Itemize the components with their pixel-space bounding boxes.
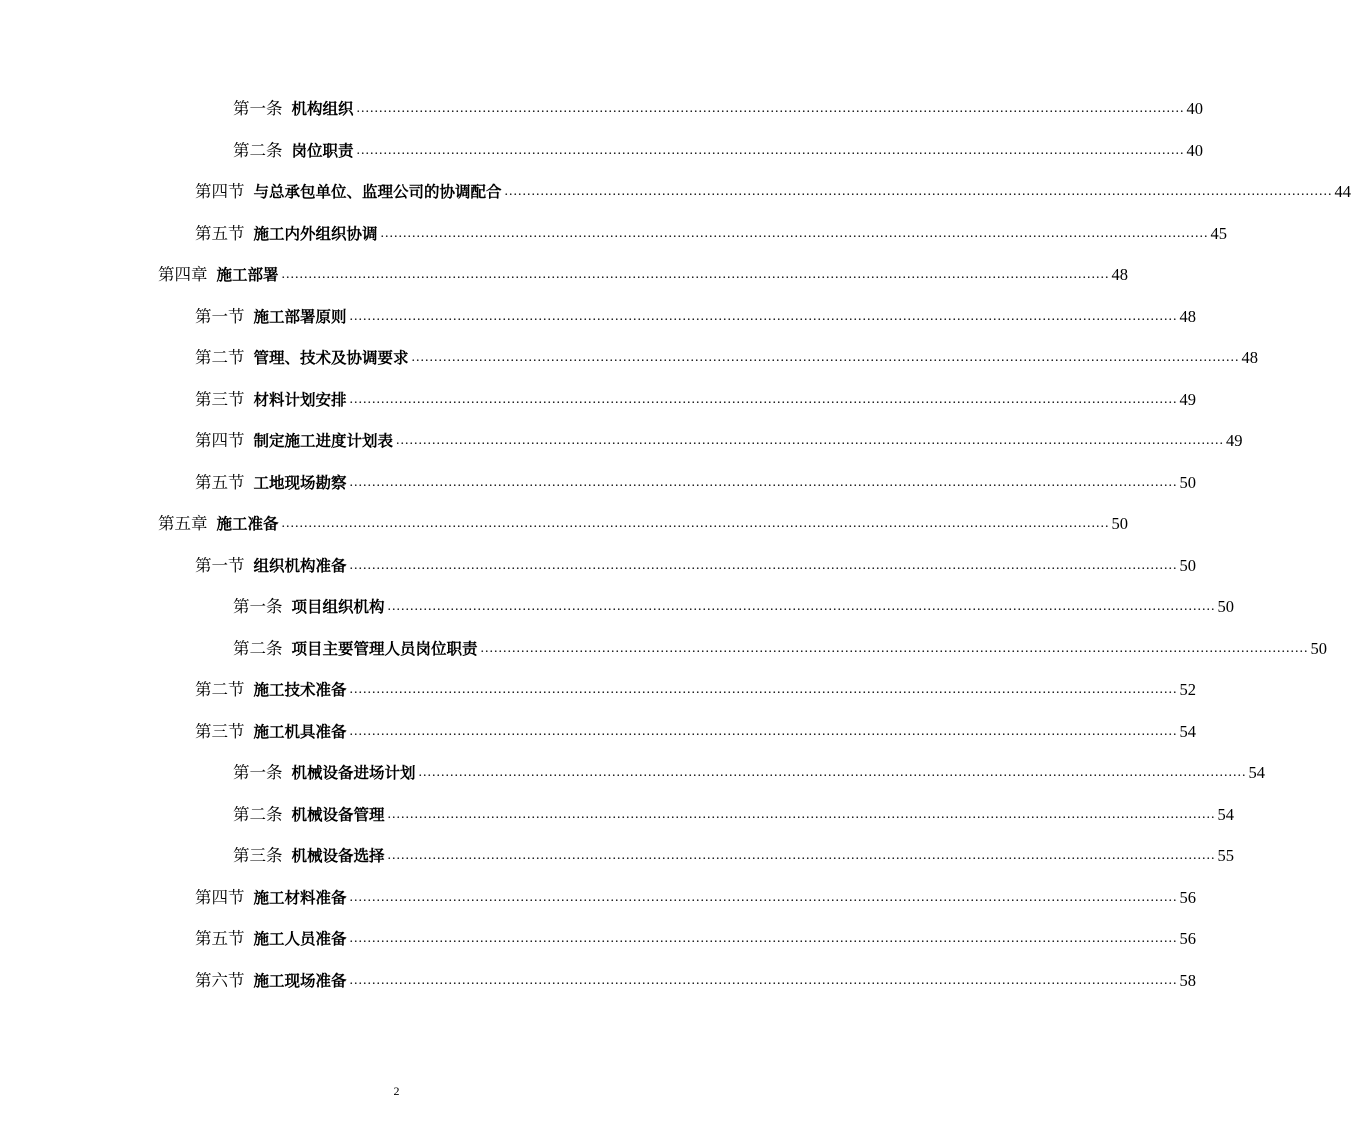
toc-entry[interactable] (195, 720, 1197, 744)
toc-entry[interactable] (233, 803, 1235, 827)
toc-entry-number: 第五节 (195, 473, 245, 492)
toc-leader-dots: ........................................................................................................................................................................................ (356, 101, 1185, 116)
toc-entry[interactable] (195, 222, 1228, 246)
toc-entry-page: 49 (1226, 431, 1243, 450)
toc-entry-page: 52 (1179, 680, 1197, 699)
toc-entry-title: 施工技术准备 (253, 681, 347, 699)
toc-entry-title: 施工材料准备 (253, 889, 347, 907)
toc-leader-dots: ........................................................................................................................................................................................ (387, 599, 1216, 614)
toc-entry-number: 第三节 (195, 722, 245, 741)
toc-entry[interactable] (195, 471, 1197, 495)
toc-entry-page: 56 (1179, 929, 1197, 948)
toc-leader-dots: ........................................................................................................................................................................................ (349, 475, 1178, 490)
toc-entry-title: 施工准备 (216, 515, 279, 533)
page-number: 2 (393, 1084, 400, 1098)
toc-entry-number: 第四节 (195, 182, 245, 201)
toc-entry-page: 50 (1310, 639, 1328, 658)
toc-entry-number: 第一条 (233, 597, 283, 616)
toc-leader-dots: ........................................................................................................................................................................................ (349, 309, 1178, 324)
toc-entry-page: 44 (1334, 182, 1351, 201)
toc-leader-dots: ........................................................................................................................................................................................ (349, 724, 1178, 739)
toc-entry-title: 施工部署 (216, 266, 279, 284)
toc-entry-page: 50 (1111, 514, 1129, 533)
toc-entry[interactable] (195, 346, 1259, 370)
toc-entry[interactable] (195, 969, 1197, 993)
toc-entry-number: 第六节 (195, 971, 245, 990)
toc-entry-number: 第一节 (195, 556, 245, 575)
toc-entry-title: 机构组织 (291, 100, 354, 118)
toc-entry-page: 48 (1241, 348, 1259, 367)
toc-entry-title: 项目组织机构 (291, 598, 385, 616)
toc-entry[interactable] (195, 927, 1197, 951)
toc-entry-page: 50 (1179, 473, 1197, 492)
toc-entry-page: 48 (1179, 307, 1197, 326)
toc-leader-dots: ........................................................................................................................................................................................ (349, 392, 1178, 407)
toc-entry-number: 第一条 (233, 99, 283, 118)
toc-entry-page: 49 (1179, 390, 1197, 409)
toc-entry-title: 项目主要管理人员岗位职责 (291, 640, 478, 658)
toc-leader-dots: ........................................................................................................................................................................................ (480, 641, 1309, 656)
toc-entry[interactable] (158, 512, 1129, 536)
toc-entry-title: 机械设备选择 (291, 847, 385, 865)
toc-leader-dots: ........................................................................................................................................................................................ (349, 558, 1178, 573)
toc-leader-dots: ........................................................................................................................................................................................ (396, 433, 1225, 448)
toc-entry-page: 58 (1179, 971, 1197, 990)
toc-entry-title: 施工现场准备 (253, 972, 347, 990)
toc-entry[interactable] (195, 886, 1197, 910)
toc-entry-page: 54 (1217, 805, 1235, 824)
toc-entry-page: 55 (1217, 846, 1235, 865)
toc-entry-title: 施工人员准备 (253, 930, 347, 948)
toc-entry-page: 50 (1179, 556, 1197, 575)
toc-entry-title: 施工内外组织协调 (253, 225, 378, 243)
toc-leader-dots: ........................................................................................................................................................................................ (349, 682, 1178, 697)
toc-leader-dots: ........................................................................................................................................................................................ (387, 807, 1216, 822)
toc-entry[interactable] (195, 678, 1197, 702)
toc-entry[interactable] (233, 637, 1328, 661)
toc-leader-dots: ........................................................................................................................................................................................ (356, 143, 1185, 158)
toc-entry[interactable] (195, 388, 1197, 412)
toc-leader-dots: ........................................................................................................................................................................................ (418, 765, 1247, 780)
toc-entry-title: 材料计划安排 (253, 391, 347, 409)
toc-entry[interactable] (233, 595, 1235, 619)
toc-entry-number: 第二条 (233, 639, 283, 658)
toc-entry-number: 第五节 (195, 929, 245, 948)
toc-entry-title: 与总承包单位、监理公司的协调配合 (253, 183, 502, 201)
toc-entry[interactable] (233, 139, 1204, 163)
toc-leader-dots: ........................................................................................................................................................................................ (349, 973, 1178, 988)
toc-leader-dots: ........................................................................................................................................................................................ (411, 350, 1240, 365)
toc-entry-number: 第三条 (233, 846, 283, 865)
toc-entry[interactable] (158, 263, 1129, 287)
toc-entry-number: 第二条 (233, 805, 283, 824)
toc-entry[interactable] (195, 554, 1197, 578)
toc-entry-page: 54 (1248, 763, 1266, 782)
toc-entry-number: 第一条 (233, 763, 283, 782)
toc-leader-dots: ........................................................................................................................................................................................ (281, 267, 1110, 282)
toc-entry[interactable] (233, 97, 1204, 121)
toc-entry-number: 第三节 (195, 390, 245, 409)
toc-entry-number: 第二节 (195, 680, 245, 699)
toc-leader-dots: ........................................................................................................................................................................................ (387, 848, 1216, 863)
toc-entry-page: 50 (1217, 597, 1235, 616)
toc-leader-dots: ........................................................................................................................................................................................ (380, 226, 1209, 241)
toc-leader-dots: ........................................................................................................................................................................................ (349, 890, 1178, 905)
toc-entry-page: 40 (1186, 141, 1204, 160)
toc-entry-number: 第二节 (195, 348, 245, 367)
toc-leader-dots: ........................................................................................................................................................................................ (281, 516, 1110, 531)
toc-entry-page: 48 (1111, 265, 1129, 284)
toc-leader-dots: ........................................................................................................................................................................................ (349, 931, 1178, 946)
toc-entry-page: 56 (1179, 888, 1197, 907)
toc-entry-title: 管理、技术及协调要求 (253, 349, 409, 367)
toc-entry-title: 岗位职责 (291, 142, 354, 160)
toc-entry-page: 54 (1179, 722, 1197, 741)
toc-entry-number: 第四节 (195, 431, 245, 450)
toc-entry-number: 第一节 (195, 307, 245, 326)
toc-entry-number: 第二条 (233, 141, 283, 160)
toc-entry-number: 第四节 (195, 888, 245, 907)
toc-entry-page: 40 (1186, 99, 1204, 118)
toc-entry-title: 施工机具准备 (253, 723, 347, 741)
toc-entry[interactable] (195, 180, 1351, 204)
toc-entry[interactable] (195, 305, 1197, 329)
toc-entry[interactable] (233, 844, 1235, 868)
toc-leader-dots: ........................................................................................................................................................................................ (504, 184, 1333, 199)
toc-entry-number: 第五章 (158, 514, 208, 533)
toc-entry-title: 工地现场勘察 (253, 474, 347, 492)
toc-entry-page: 45 (1210, 224, 1228, 243)
toc-entry-number: 第四章 (158, 265, 208, 284)
toc-entry-title: 组织机构准备 (253, 557, 347, 575)
toc-entry[interactable] (195, 429, 1243, 453)
toc-entry[interactable] (233, 761, 1266, 785)
toc-entry-title: 制定施工进度计划表 (253, 432, 394, 450)
toc-entry-title: 机械设备管理 (291, 806, 385, 824)
toc-entry-title: 机械设备进场计划 (291, 764, 416, 782)
toc-entry-number: 第五节 (195, 224, 245, 243)
toc-entry-title: 施工部署原则 (253, 308, 347, 326)
